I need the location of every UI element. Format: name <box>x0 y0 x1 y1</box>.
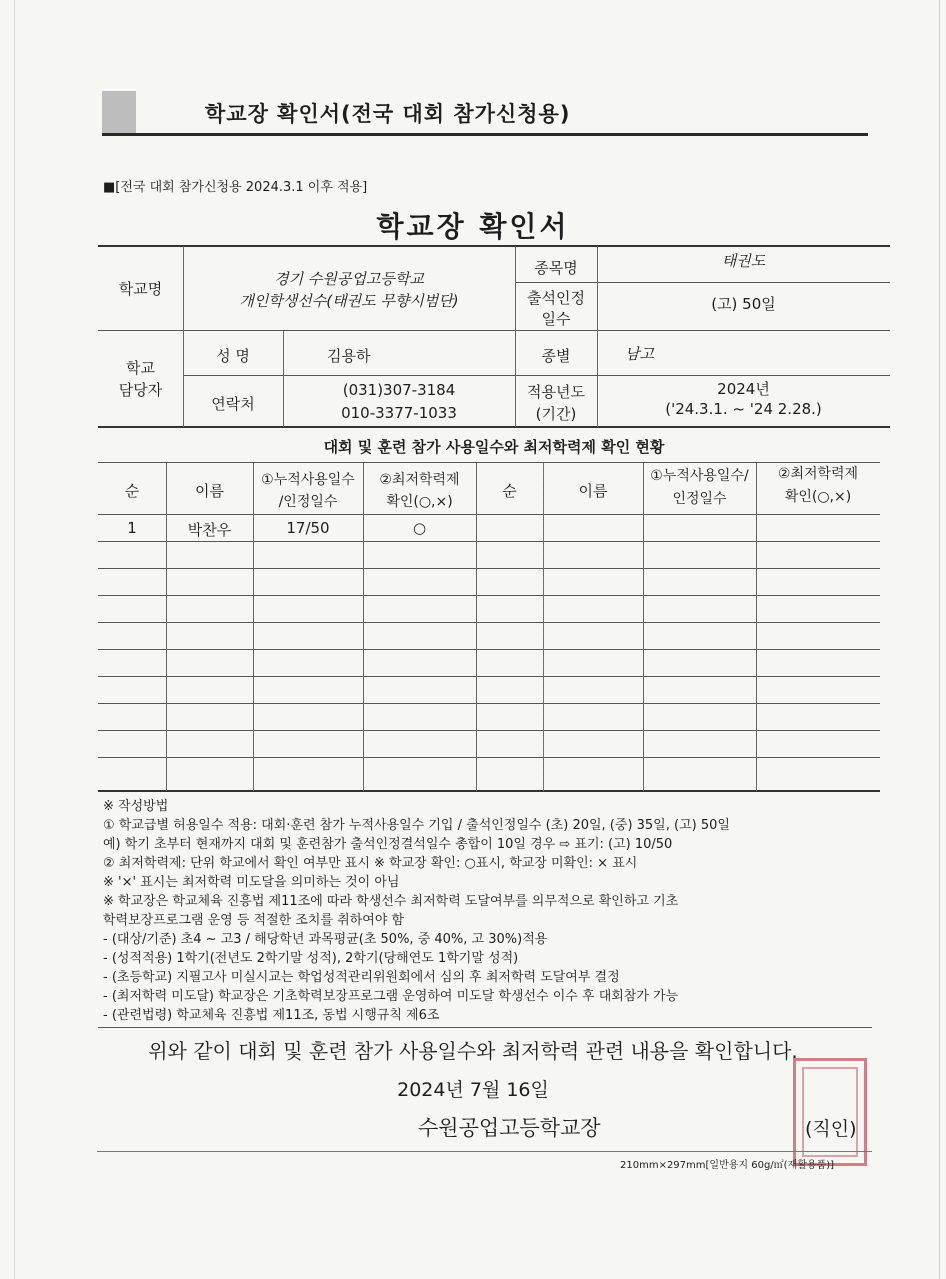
col-header-academic-2: 확인(○,×) <box>386 494 453 510</box>
instruction-line: ① 학교급별 허용일수 적용: 대회·훈련 참가 누적사용일수 기입 / 출석인정일수 (초) 20일, (중) 35일, (고) 50일 <box>103 818 730 833</box>
status-table-rule <box>98 757 880 758</box>
instruction-line: - (최저학력 미도달) 학교장은 기초학력보장프로그램 운영하여 미도달 학생선수 이수 후 대회참가 가능 <box>103 989 679 1004</box>
col-header-days-right-2: 인정일수 <box>672 491 727 507</box>
seal-label: (직인) <box>805 1118 857 1140</box>
status-table-divider <box>543 463 544 791</box>
status-table-rule <box>98 622 880 623</box>
info-table-bottom-border <box>98 426 890 428</box>
status-table-rule <box>98 703 880 704</box>
col-header-name: 이름 <box>195 482 224 500</box>
instruction-line: - (성적적용) 1학기(전년도 2학기말 성적), 2학기(당해연도 1학기말 성적) <box>103 951 519 966</box>
manager-label-2: 담당자 <box>118 381 163 399</box>
school-team: 개인학생선수(태권도 무향시범단) <box>239 292 459 310</box>
contact-phone-office: (031)307-3184 <box>342 381 456 399</box>
info-table-rule <box>98 330 890 331</box>
event-label: 종목명 <box>534 259 578 277</box>
col-header-academic-right: ②최저학력제 <box>777 466 859 482</box>
principal-name: 수원공업고등학교장 <box>418 1116 601 1140</box>
col-header-name-right: 이름 <box>578 482 608 500</box>
year-label: 적용년도 <box>527 383 585 401</box>
status-table-divider <box>253 463 254 791</box>
row-1-no: 1 <box>127 519 137 537</box>
attendance-value: (고) 50일 <box>711 295 776 313</box>
gender-value: 남고 <box>625 345 654 363</box>
contact-label: 연락처 <box>211 395 255 413</box>
col-header-days-2: /인정일수 <box>278 494 338 510</box>
header-marker <box>102 91 136 133</box>
year-value: 2024년 <box>717 380 770 398</box>
document-title: 학교장 확인서 <box>376 210 570 243</box>
row-1-days: 17/50 <box>286 519 330 537</box>
school-name: 경기 수원공업고등학교 <box>274 270 424 288</box>
year-period: ('24.3.1. ~ '24 2.28.) <box>665 400 822 418</box>
header-rule <box>102 133 868 136</box>
status-table-bottom-border <box>98 790 880 792</box>
issue-date: 2024년 7월 16일 <box>397 1079 549 1101</box>
name-label: 성 명 <box>216 347 250 365</box>
name-value: 김용하 <box>327 347 371 365</box>
instructions-heading: ※ 작성방법 <box>103 799 169 814</box>
col-header-academic-right-2: 확인(○,×) <box>784 489 852 505</box>
manager-label: 학교 <box>126 359 155 377</box>
instruction-line: - (초등학교) 지필고사 미실시교는 학업성적관리위원회에서 심의 후 최저학력 도달여부 결정 <box>103 970 620 985</box>
col-header-academic: ②최저학력제 <box>379 472 460 488</box>
status-table-divider <box>756 463 757 791</box>
row-1-name: 박찬우 <box>187 521 232 539</box>
instruction-line: ※ 학교장은 학교체육 진흥법 제11조에 따라 학생선수 최저학력 도달여부를 의무적으로 확인하고 기초 <box>103 894 679 909</box>
footer-rule <box>97 1151 872 1152</box>
instruction-line: 예) 학기 초부터 현재까지 대회 및 훈련참가 출석인정결석일수 총합이 10일 경우 ⇨ 표기: (고) 10/50 <box>103 837 673 852</box>
status-table-rule <box>98 649 880 650</box>
instruction-line: ※ '×' 표시는 최저학력 미도달을 의미하는 것이 아님 <box>103 875 400 890</box>
row-1-academic: ○ <box>412 519 427 537</box>
gender-label: 종별 <box>541 347 571 365</box>
status-title: 대회 및 훈련 참가 사용일수와 최저학력제 확인 현황 <box>323 438 665 456</box>
status-table-divider <box>363 463 364 791</box>
status-table-divider <box>643 463 644 791</box>
instruction-line: 학력보장프로그램 운영 등 적절한 조치를 취하여야 함 <box>103 913 405 928</box>
status-table-header-rule <box>98 514 880 515</box>
status-table-rule <box>98 541 880 542</box>
contact-phone-mobile: 010-3377-1033 <box>341 404 457 422</box>
status-table-rule <box>98 730 880 731</box>
info-table-rule <box>515 282 890 283</box>
info-table-rule <box>183 375 890 376</box>
instructions <box>103 797 883 1025</box>
instruction-line: - (대상/기준) 초4 ~ 고3 / 해당학년 과목평균(초 50%, 중 40%, 고 30%)적용 <box>103 932 548 947</box>
year-label-2: (기간) <box>535 405 577 423</box>
confirmation-statement: 위와 같이 대회 및 훈련 참가 사용일수와 최저학력 관련 내용을 확인합니다. <box>148 1039 798 1063</box>
status-table-rule <box>98 595 880 596</box>
header-title: 학교장 확인서(전국 대회 참가신청용) <box>205 102 571 126</box>
paper-spec: 210mm×297mm[일반용지 60g/㎡(재활용품)] <box>620 1160 835 1171</box>
applies-note: ■[전국 대회 참가신청용 2024.3.1 이후 적용] <box>103 180 368 195</box>
attendance-label-2: 일수 <box>541 310 571 328</box>
info-table-top-border <box>98 245 890 247</box>
status-table-rule <box>98 568 880 569</box>
attendance-label: 출석인정 <box>527 289 585 307</box>
school-label: 학교명 <box>118 280 163 298</box>
instruction-line: - (관련법령) 학교체육 진흥법 제11조, 동법 시행규칙 제6조 <box>103 1008 440 1023</box>
status-table-rule <box>98 676 880 677</box>
notes-rule <box>98 1027 872 1028</box>
event-value: 태권도 <box>721 252 766 270</box>
instruction-line: ② 최저학력제: 단위 학교에서 확인 여부만 표시 ※ 학교장 확인: ○표시, 학교장 미확인: × 표시 <box>103 856 638 871</box>
status-table-divider <box>166 463 167 791</box>
col-header-days: ①누적사용일수 <box>261 472 355 488</box>
col-header-days-right: ①누적사용일수/ <box>650 468 749 484</box>
status-table-divider <box>476 463 477 791</box>
official-seal <box>793 1058 867 1166</box>
col-header-no: 순 <box>124 482 140 500</box>
col-header-no-right: 순 <box>502 482 517 500</box>
